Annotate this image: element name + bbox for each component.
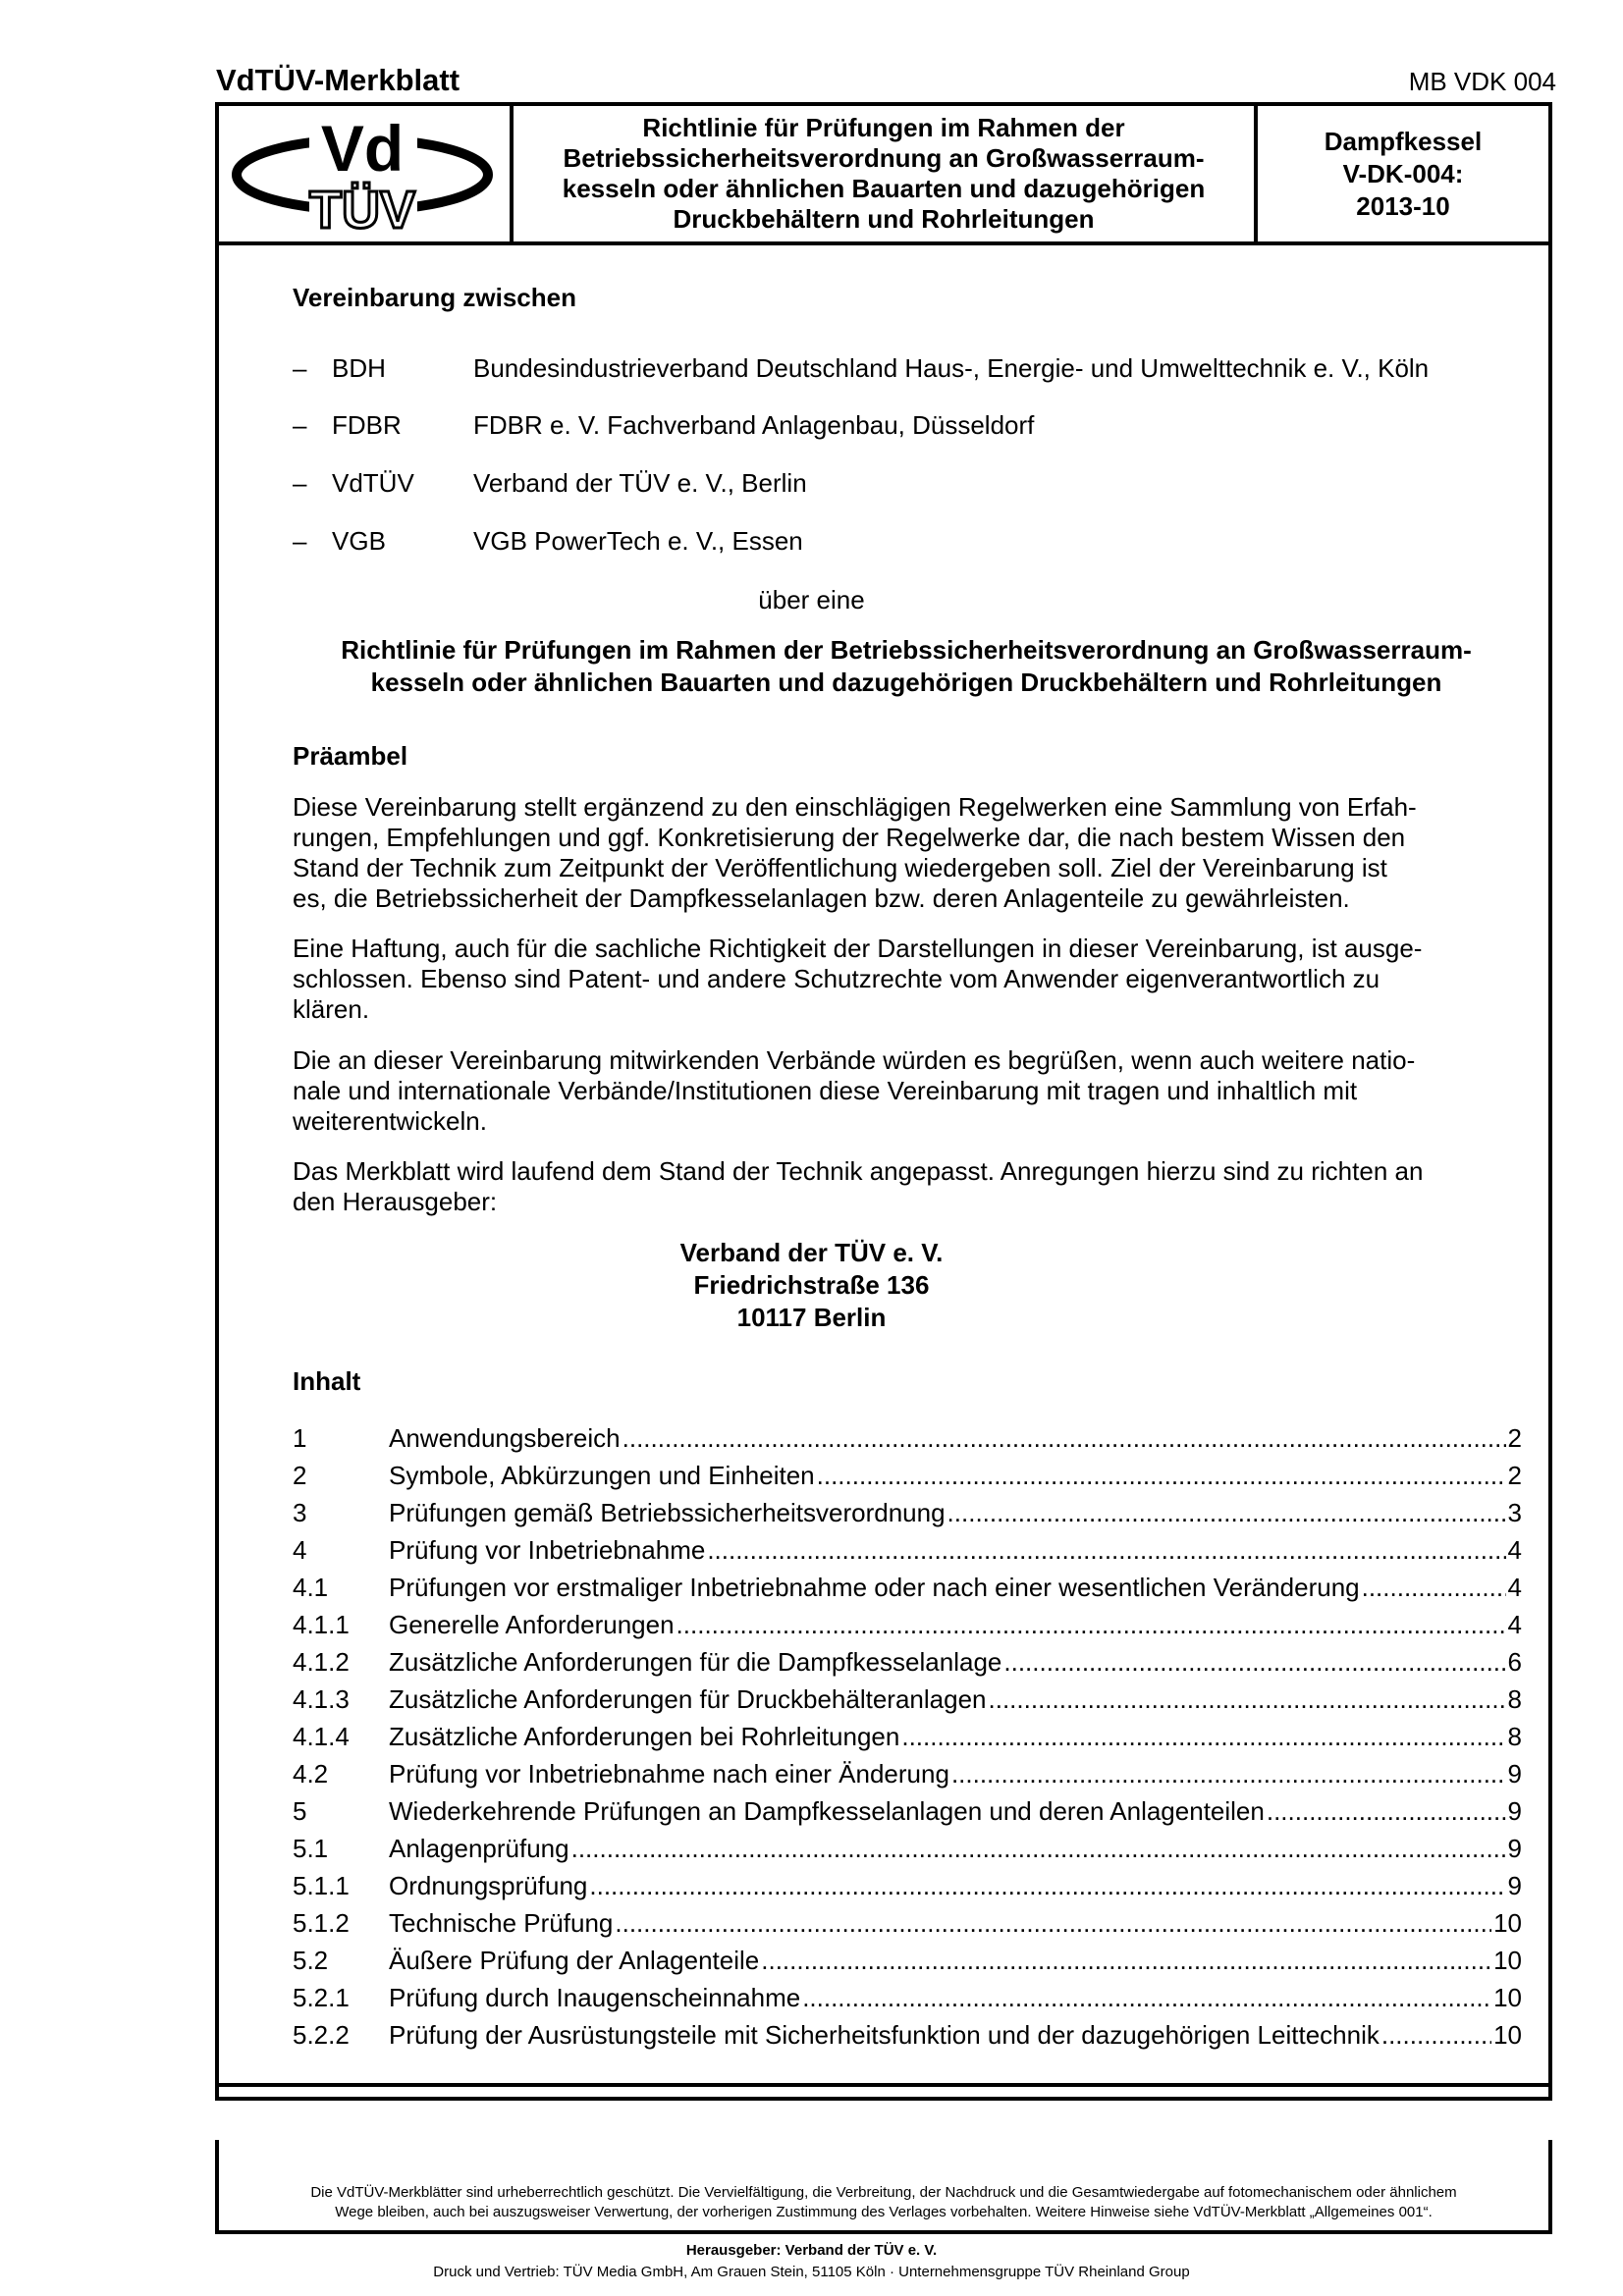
toc-entry-number: 5.1.2 <box>293 1908 350 1938</box>
toc-entry-page: 2 <box>1507 1461 1522 1490</box>
toc-entry[interactable] <box>293 1796 1522 1834</box>
toc-entry-title: Prüfung vor Inbetriebnahme nach einer Änderung <box>389 1759 949 1789</box>
toc-heading: Inhalt <box>293 1366 361 1396</box>
toc-entry[interactable] <box>293 1423 1522 1461</box>
toc-entry[interactable] <box>293 1610 1522 1647</box>
toc-leader-dots <box>802 1983 1491 2013</box>
toc-entry-number: 5 <box>293 1796 307 1826</box>
directive-title <box>293 634 1520 699</box>
toc-entry-title: Prüfung vor Inbetriebnahme <box>389 1535 706 1565</box>
paragraph-line: es, die Betriebssicherheit der Dampfkesselanlagen bzw. deren Anlagenteile zu gewährleisten. <box>293 883 1350 913</box>
toc-leader-dots <box>951 1759 1506 1789</box>
toc-entry-number: 5.2 <box>293 1946 329 1975</box>
toc-entry[interactable] <box>293 1722 1522 1759</box>
toc-entry-title: Äußere Prüfung der Anlagenteile <box>389 1946 760 1975</box>
toc-entry[interactable] <box>293 1647 1522 1684</box>
toc-entry[interactable] <box>293 1983 1522 2020</box>
party-abbr: BDH <box>332 353 386 383</box>
toc-entry-page: 10 <box>1493 1946 1522 1975</box>
party-dash: – <box>293 468 307 498</box>
toc-leader-dots <box>947 1498 1506 1528</box>
toc-entry[interactable] <box>293 1759 1522 1796</box>
party-name: FDBR e. V. Fachverband Anlagenbau, Düsseldorf <box>473 410 1035 440</box>
toc-entry-title: Prüfungen vor erstmaliger Inbetriebnahme oder nach einer wesentlichen Veränderung <box>389 1573 1360 1602</box>
toc-entry-number: 5.2.2 <box>293 2020 350 2050</box>
header-code-cell <box>1258 106 1548 241</box>
toc-entry-page: 4 <box>1507 1535 1522 1565</box>
toc-entry-page: 4 <box>1507 1573 1522 1602</box>
toc-entry-number: 4 <box>293 1535 307 1565</box>
toc-leader-dots <box>989 1684 1506 1715</box>
preamble-heading: Präambel <box>293 741 408 771</box>
header-table <box>215 102 1552 245</box>
toc-entry-page: 9 <box>1507 1759 1522 1789</box>
party-dash: – <box>293 353 307 383</box>
toc-entry-number: 4.1 <box>293 1573 329 1602</box>
toc-leader-dots <box>1003 1647 1505 1678</box>
category-label: Dampfkessel <box>1324 126 1483 156</box>
toc-entry-number: 3 <box>293 1498 307 1527</box>
toc-leader-dots <box>707 1535 1505 1566</box>
agreement-heading: Vereinbarung zwischen <box>293 283 576 312</box>
paragraph-line: Diese Vereinbarung stellt ergänzend zu den einschlägigen Regelwerken eine Sammlung von Erfah- <box>293 792 1417 822</box>
paragraph-line: Das Merkblatt wird laufend dem Stand der Technik angepasst. Anregungen hierzu sind zu richten an <box>293 1156 1424 1186</box>
paragraph-line: Stand der Technik zum Zeitpunkt der Veröffentlichung wiedergeben soll. Ziel der Vereinbarung ist <box>293 853 1387 882</box>
copyright-line: Wege bleiben, auch bei auszugsweiser Verwertung, der vorherigen Zustimmung des Verlages vorbehalten. Weitere Hinweise siehe VdTÜV-Merkblatt „Allgemeines 001“. <box>335 2204 1433 2220</box>
table-of-contents <box>293 1423 1522 2057</box>
copyright-box <box>215 2140 1552 2234</box>
paragraph-line: Eine Haftung, auch für die sachliche Richtigkeit der Darstellungen in dieser Vereinbarung, ist ausge- <box>293 934 1423 963</box>
toc-leader-dots <box>1267 1796 1506 1827</box>
header-title <box>514 106 1258 241</box>
toc-entry-title: Generelle Anforderungen <box>389 1610 675 1639</box>
toc-entry-number: 4.1.3 <box>293 1684 350 1714</box>
toc-leader-dots <box>761 1946 1491 1976</box>
directive-title-line: Richtlinie für Prüfungen im Rahmen der Betriebssicherheitsverordnung an Großwasserraum- <box>341 635 1472 665</box>
paragraph-line: den Herausgeber: <box>293 1187 498 1216</box>
party-row <box>293 468 807 499</box>
toc-entry-page: 9 <box>1507 1796 1522 1826</box>
toc-entry[interactable] <box>293 1684 1522 1722</box>
party-abbr: FDBR <box>332 410 402 440</box>
toc-leader-dots <box>615 1908 1491 1939</box>
party-abbr: VGB <box>332 526 386 556</box>
paragraph-line: rungen, Empfehlungen und ggf. Konkretisierung der Regelwerke dar, die nach bestem Wissen den <box>293 823 1406 852</box>
party-row <box>293 353 1429 384</box>
toc-entry-page: 9 <box>1507 1834 1522 1863</box>
toc-entry[interactable] <box>293 1461 1522 1498</box>
document-type-label: VdTÜV-Merkblatt <box>216 63 460 97</box>
document-code: MB VDK 004 <box>1408 67 1556 96</box>
party-abbr: VdTÜV <box>332 468 414 498</box>
toc-leader-dots <box>676 1610 1506 1640</box>
toc-entry[interactable] <box>293 1946 1522 1983</box>
toc-entry-number: 1 <box>293 1423 307 1453</box>
publisher-address <box>0 1237 1623 1334</box>
preamble-paragraph <box>293 1156 1528 1217</box>
party-row <box>293 410 1034 441</box>
header-title-line: Betriebssicherheitsverordnung an Großwasserraum- <box>563 143 1205 173</box>
svg-text:TÜV: TÜV <box>309 181 415 240</box>
toc-entry-title: Anlagenprüfung <box>389 1834 569 1863</box>
directive-date: 2013-10 <box>1356 190 1450 221</box>
vdtuev-logo-graphic <box>219 106 502 241</box>
toc-entry-page: 10 <box>1493 2020 1522 2050</box>
directive-code: V-DK-004: <box>1342 158 1464 188</box>
toc-entry-page: 9 <box>1507 1871 1522 1900</box>
party-name: Bundesindustrieverband Deutschland Haus-, Energie- und Umwelttechnik e. V., Köln <box>473 353 1430 383</box>
footer-publisher: Herausgeber: Verband der TÜV e. V. <box>685 2242 938 2259</box>
toc-entry-title: Prüfungen gemäß Betriebssicherheitsverordnung <box>389 1498 946 1527</box>
toc-entry-page: 6 <box>1507 1647 1522 1677</box>
preamble-paragraph <box>293 792 1528 914</box>
paragraph-line: klären. <box>293 994 370 1024</box>
vdtuev-logo <box>219 106 514 241</box>
toc-entry-title: Anwendungsbereich <box>389 1423 621 1453</box>
paragraph-line: Die an dieser Vereinbarung mitwirkenden Verbände würden es begrüßen, wenn auch weitere natio- <box>293 1045 1416 1075</box>
toc-leader-dots <box>1362 1573 1506 1603</box>
toc-leader-dots <box>901 1722 1505 1752</box>
toc-entry-title: Ordnungsprüfung <box>389 1871 588 1900</box>
toc-leader-dots <box>571 1834 1506 1864</box>
toc-entry-title: Wiederkehrende Prüfungen an Dampfkesselanlagen und deren Anlagenteilen <box>389 1796 1265 1826</box>
toc-entry-page: 8 <box>1507 1684 1522 1714</box>
toc-entry-number: 5.1.1 <box>293 1871 350 1900</box>
toc-entry-number: 4.1.4 <box>293 1722 350 1751</box>
address-line: Verband der TÜV e. V. <box>679 1238 944 1267</box>
toc-leader-dots <box>1381 2020 1491 2051</box>
party-row <box>293 526 803 557</box>
address-line: Friedrichstraße 136 <box>693 1270 930 1300</box>
header-title-line: Richtlinie für Prüfungen im Rahmen der <box>642 113 1125 142</box>
toc-entry-title: Technische Prüfung <box>389 1908 614 1938</box>
paragraph-line: nale und internationale Verbände/Institutionen diese Vereinbarung mit tragen und inhaltlich mit <box>293 1076 1358 1105</box>
toc-entry-number: 2 <box>293 1461 307 1490</box>
toc-entry-page: 10 <box>1493 1983 1522 2012</box>
directive-title-line: kesseln oder ähnlichen Bauarten und dazugehörigen Druckbehältern und Rohrleitungen <box>370 667 1442 697</box>
header-title-line: kesseln oder ähnlichen Bauarten und dazugehörigen <box>562 174 1206 203</box>
toc-leader-dots <box>817 1461 1506 1491</box>
toc-entry-number: 4.1.1 <box>293 1610 350 1639</box>
paragraph-line: schlossen. Ebenso sind Patent- und andere Schutzrechte vom Anwender eigenverantwortlich zu <box>293 964 1380 993</box>
toc-entry-page: 8 <box>1507 1722 1522 1751</box>
toc-entry-title: Zusätzliche Anforderungen für Druckbehälteranlagen <box>389 1684 987 1714</box>
toc-leader-dots <box>622 1423 1506 1454</box>
toc-entry-title: Zusätzliche Anforderungen für die Dampfkesselanlage <box>389 1647 1002 1677</box>
toc-entry[interactable] <box>293 1535 1522 1573</box>
ueber-eine-text: über eine <box>758 585 865 614</box>
party-name: VGB PowerTech e. V., Essen <box>473 526 803 556</box>
toc-entry-title: Zusätzliche Anforderungen bei Rohrleitungen <box>389 1722 900 1751</box>
toc-entry[interactable] <box>293 1573 1522 1610</box>
header-title-line: Druckbehältern und Rohrleitungen <box>673 204 1095 234</box>
preamble-paragraph <box>293 1045 1528 1137</box>
toc-entry-page: 3 <box>1507 1498 1522 1527</box>
toc-entry-page: 2 <box>1507 1423 1522 1453</box>
paragraph-line: weiterentwickeln. <box>293 1106 487 1136</box>
party-dash: – <box>293 410 307 440</box>
address-line: 10117 Berlin <box>736 1303 887 1332</box>
party-name: Verband der TÜV e. V., Berlin <box>473 468 807 498</box>
toc-entry[interactable] <box>293 1498 1522 1535</box>
toc-entry[interactable] <box>293 1834 1522 1871</box>
toc-leader-dots <box>589 1871 1505 1901</box>
toc-entry[interactable] <box>293 2020 1522 2057</box>
toc-entry-title: Prüfung durch Inaugenscheinnahme <box>389 1983 801 2012</box>
toc-entry-number: 5.2.1 <box>293 1983 350 2012</box>
toc-entry-page: 10 <box>1493 1908 1522 1938</box>
footer-distribution: Druck und Vertrieb: TÜV Media GmbH, Am Grauen Stein, 51105 Köln · Unternehmensgruppe TÜV Rheinland Group <box>433 2264 1190 2280</box>
toc-entry-number: 4.1.2 <box>293 1647 350 1677</box>
toc-entry[interactable] <box>293 1908 1522 1946</box>
toc-entry-title: Symbole, Abkürzungen und Einheiten <box>389 1461 815 1490</box>
frame-divider <box>219 2083 1548 2087</box>
preamble-paragraph <box>293 934 1528 1025</box>
toc-entry-page: 4 <box>1507 1610 1522 1639</box>
toc-entry-title: Prüfung der Ausrüstungsteile mit Sicherheitsfunktion und der dazugehörigen Leittechnik <box>389 2020 1380 2050</box>
toc-entry-number: 4.2 <box>293 1759 329 1789</box>
party-dash: – <box>293 526 307 556</box>
toc-entry-number: 5.1 <box>293 1834 329 1863</box>
toc-entry[interactable] <box>293 1871 1522 1908</box>
svg-text:Vd: Vd <box>320 112 405 185</box>
copyright-line: Die VdTÜV-Merkblätter sind urheberrechtlich geschützt. Die Vervielfältigung, die Verbreitung, der Nachdruck und die Gesamtwiedergabe auf fotomechanischem oder ähnlichem <box>310 2184 1457 2201</box>
